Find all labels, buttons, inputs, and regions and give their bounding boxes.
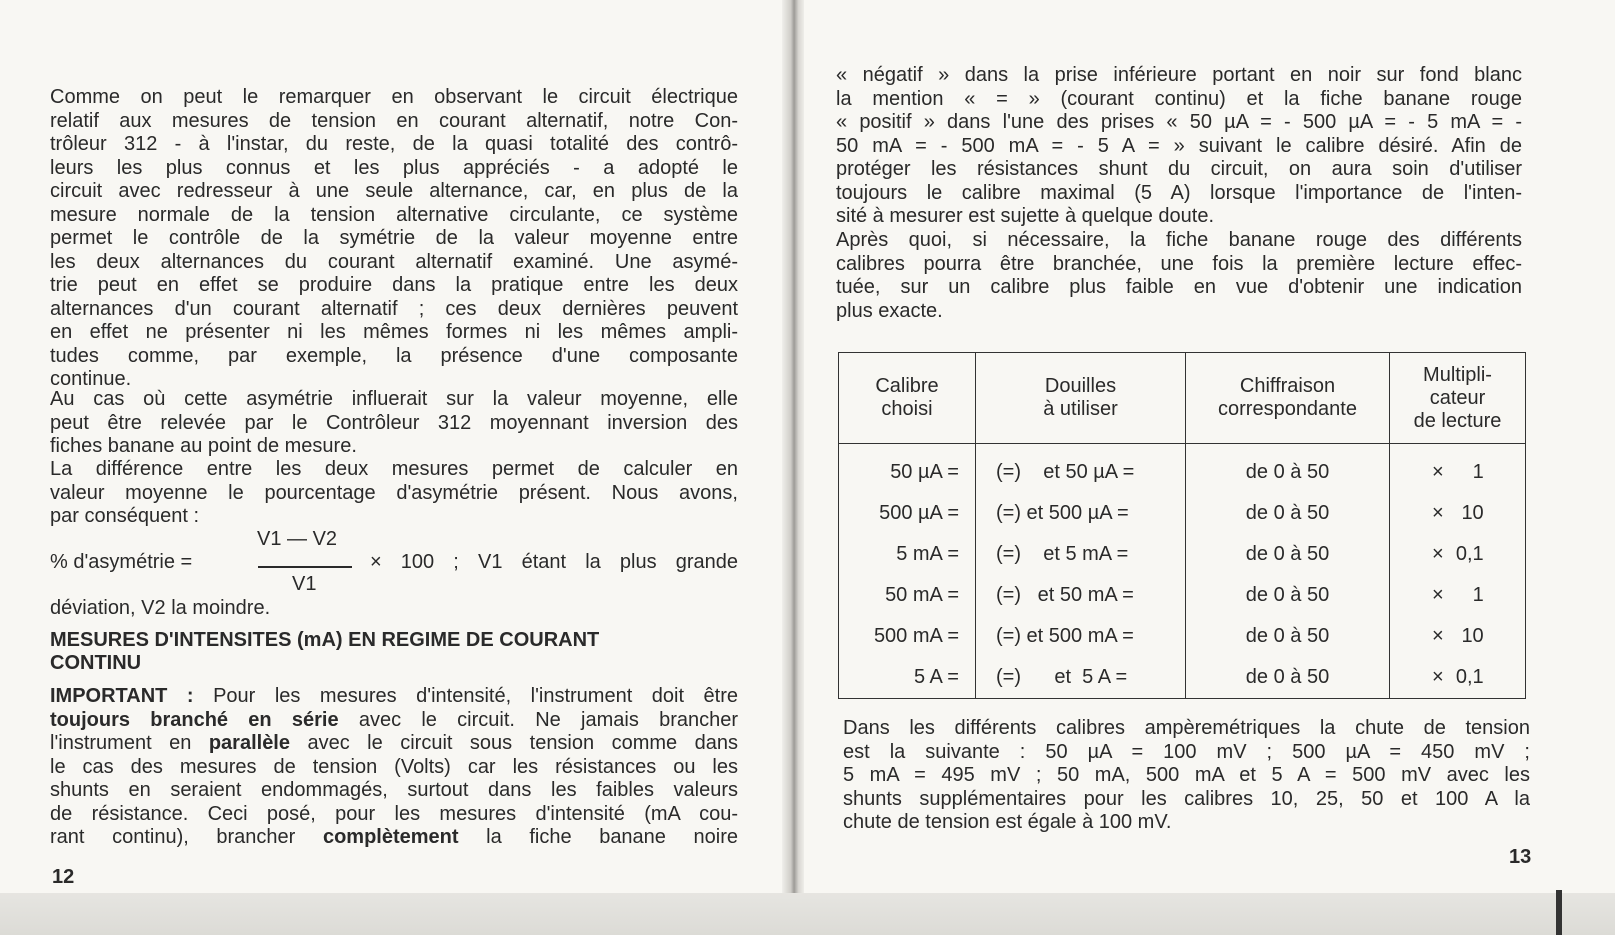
multiplier-value: 10 — [1461, 625, 1484, 647]
text-line: les deux alternances du courant alternatif examiné. Une asymé- — [50, 250, 738, 273]
text-line: alternances d'un courant alternatif ; ces deux dernières peuvent — [50, 297, 738, 320]
cell-chiffraison: de 0 à 50 — [1186, 616, 1390, 657]
multiplier-value: 1 — [1472, 584, 1484, 606]
bold-text: parallèle — [208, 732, 290, 754]
text-span: l'instrument en — [50, 732, 209, 754]
page-number-right: 13 — [1509, 846, 1532, 868]
header-text: à utiliser — [1043, 398, 1118, 420]
text-line — [50, 709, 738, 733]
multiplier-value: 0,1 — [1455, 666, 1484, 688]
fraction-bar — [258, 566, 352, 568]
cell-calibre: 50 mA = — [839, 575, 976, 616]
text-span: la fiche banane noire — [458, 826, 739, 848]
table-row — [839, 444, 1526, 494]
times-icon: × — [1432, 666, 1444, 688]
cell-douilles: (=) et 5 mA = — [976, 534, 1186, 575]
multiplier-value: 0,1 — [1455, 543, 1484, 565]
text-line — [50, 732, 738, 756]
text-line: Au cas où cette asymétrie influerait sur la valeur moyenne, elle — [50, 388, 738, 410]
text-line — [50, 826, 738, 850]
times-icon: × — [1432, 584, 1444, 606]
bold-text: complètement — [322, 826, 459, 848]
text-line: est la suivante : 50 µA = 100 mV ; 500 µA = 450 mV ; — [843, 740, 1530, 763]
header-text: Multipli- — [1423, 363, 1492, 386]
cell-douilles: (=) et 50 mA = — [976, 575, 1186, 616]
header-chiffraison — [1186, 353, 1390, 444]
text-line: continue. — [50, 368, 132, 390]
text-line: valeur moyenne le pourcentage d'asymétrie présent. Nous avons, — [50, 481, 738, 504]
cell-chiffraison: de 0 à 50 — [1186, 657, 1390, 699]
bold-text: toujours branché en série — [50, 708, 339, 731]
text-line: leurs les plus connus et les plus appréciés - a adopté le — [50, 156, 738, 179]
multiplier-value: 10 — [1461, 502, 1484, 524]
formula-lhs: % d'asymétrie = — [50, 551, 193, 573]
header-text: de lecture — [1413, 409, 1502, 432]
text-line: Comme on peut le remarquer en observant le circuit électrique — [50, 86, 738, 108]
cell-multiplicateur — [1390, 493, 1526, 534]
text-line: 50 mA = - 500 mA = - 5 A = » suivant le calibre désiré. Afin de — [836, 134, 1522, 157]
text-line: tudes comme, par exemple, la présence d'une composante — [50, 344, 738, 367]
table-row — [839, 657, 1526, 699]
cell-calibre: 50 µA = — [839, 444, 976, 494]
header-text: choisi — [881, 398, 933, 420]
text-line: en effet ne présenter ni les mêmes formes ni les mêmes ampli- — [50, 321, 738, 343]
cell-multiplicateur — [1390, 534, 1526, 575]
multiplier-value: 1 — [1472, 461, 1484, 483]
header-douilles — [976, 353, 1186, 444]
book-gutter — [782, 0, 804, 900]
text-line: sité à mesurer est sujette à quelque doute. — [836, 205, 1215, 227]
cell-chiffraison: de 0 à 50 — [1186, 493, 1390, 534]
text-span: Pour les mesures d'intensité, l'instrument doit être — [193, 685, 739, 707]
text-span: de résistance. Ceci posé, pour les mesures d'intensité (mA cou- — [50, 802, 738, 825]
paragraph-chute-tension — [843, 717, 1530, 835]
header-text: correspondante — [1218, 398, 1357, 420]
text-line: peut être relevée par le Contrôleur 312 moyennant inversion des — [50, 411, 738, 434]
cell-multiplicateur — [1390, 444, 1526, 494]
text-line: tuée, sur un calibre plus faible en vue d'obtenir une indication — [836, 276, 1522, 298]
text-line: relatif aux mesures de tension en courant alternatif, notre Con- — [50, 109, 738, 132]
text-span: shunts en seraient endommagés, surtout dans les faibles valeurs — [50, 779, 738, 801]
text-line — [50, 803, 738, 827]
page-number-left: 12 — [52, 866, 75, 888]
section-heading-line2: CONTINU — [50, 652, 142, 674]
table-row — [839, 616, 1526, 657]
cell-multiplicateur — [1390, 657, 1526, 699]
text-line: trie peut en effet se produire dans la pratique entre les deux — [50, 274, 738, 296]
cell-douilles: (=) et 5 A = — [976, 657, 1186, 699]
bold-text: IMPORTANT : — [50, 685, 194, 707]
text-line — [50, 779, 738, 803]
formula-numerator: V1 — V2 — [257, 528, 338, 550]
times-icon: × — [1432, 502, 1444, 524]
cell-multiplicateur — [1390, 616, 1526, 657]
paragraph-branchement — [836, 64, 1522, 229]
cell-multiplicateur — [1390, 575, 1526, 616]
cell-calibre: 500 mA = — [839, 616, 976, 657]
paragraph-circuit — [50, 86, 738, 392]
text-span: rant continu), brancher — [50, 826, 323, 848]
text-span: le cas des mesures de tension (Volts) car les résistances ou les — [50, 755, 738, 778]
text-line: toujours le calibre maximal (5 A) lorsque l'importance de l'inten- — [836, 181, 1522, 204]
cell-douilles: (=) et 500 mA = — [976, 616, 1186, 657]
cell-chiffraison: de 0 à 50 — [1186, 534, 1390, 575]
cell-chiffraison: de 0 à 50 — [1186, 444, 1390, 494]
table-row — [839, 534, 1526, 575]
text-line: Après quoi, si nécessaire, la fiche banane rouge des différents — [836, 229, 1522, 251]
paragraph-difference — [50, 458, 738, 529]
table-row — [839, 575, 1526, 616]
text-line: 5 mA = 495 mV ; 50 mA, 500 mA et 5 A = 500 mV avec les — [843, 764, 1530, 786]
text-line: Dans les différents calibres ampèremétriques la chute de tension — [843, 717, 1530, 739]
text-line: chute de tension est égale à 100 mV. — [843, 811, 1172, 833]
header-text: Douilles — [1044, 375, 1117, 397]
table-header-row — [839, 353, 1526, 444]
text-line: plus exacte. — [836, 299, 943, 322]
formula-denominator: V1 — [292, 573, 317, 595]
text-span: avec le circuit. Ne jamais brancher — [338, 708, 739, 731]
text-line: calibres pourra être branchée, une fois la première lecture effec- — [836, 252, 1522, 275]
text-line: « négatif » dans la prise inférieure portant en noir sur fond blanc — [836, 64, 1522, 86]
text-span: avec le circuit sous tension comme dans — [290, 732, 739, 754]
times-icon: × — [1432, 461, 1444, 483]
times-icon: × — [1432, 543, 1444, 565]
header-text: Chiffraison — [1239, 375, 1336, 397]
text-line: « positif » dans l'une des prises « 50 µA = - 500 µA = - 5 mA = - — [836, 111, 1522, 133]
header-calibre — [839, 353, 976, 444]
text-line: la mention « = » (courant continu) et la fiche banane rouge — [836, 87, 1522, 110]
text-line: La différence entre les deux mesures permet de calculer en — [50, 458, 738, 480]
text-line: permet le contrôle de la symétrie de la valeur moyenne entre — [50, 227, 738, 249]
cell-douilles: (=) et 500 µA = — [976, 493, 1186, 534]
formula-note: déviation, V2 la moindre. — [50, 597, 271, 619]
cell-calibre: 5 A = — [839, 657, 976, 699]
header-multiplicateur — [1390, 353, 1526, 444]
header-text: Calibre — [875, 375, 939, 397]
scan-bottom-edge — [0, 893, 1615, 935]
text-line: mesure normale de la tension alternative circulante, ce système — [50, 203, 738, 226]
text-line: trôleur 312 - à l'instar, du reste, de la quasi totalité des contrô- — [50, 133, 738, 155]
text-line: protéger les résistances shunt du circuit, on aura soin d'utiliser — [836, 158, 1522, 180]
text-line: circuit avec redresseur à une seule alternance, car, en plus de la — [50, 180, 738, 202]
table-row — [839, 493, 1526, 534]
text-line: par conséquent : — [50, 505, 199, 527]
calibre-table — [838, 352, 1526, 699]
paragraph-apres — [836, 229, 1522, 323]
text-line: shunts supplémentaires pour les calibres 10, 25, 50 et 100 A la — [843, 787, 1530, 810]
text-line — [50, 685, 738, 709]
formula-rhs: × 100 ; V1 étant la plus grande — [370, 551, 738, 573]
paragraph-asymetrie — [50, 388, 738, 459]
text-line — [50, 756, 738, 780]
section-heading-line1: MESURES D'INTENSITES (mA) EN REGIME DE COURANT — [50, 629, 600, 651]
header-text: cateur — [1429, 386, 1486, 409]
cell-douilles: (=) et 50 µA = — [976, 444, 1186, 494]
text-line: fiches banane au point de mesure. — [50, 435, 357, 457]
times-icon: × — [1432, 625, 1444, 647]
scan-edge-mark — [1556, 890, 1562, 935]
cell-chiffraison: de 0 à 50 — [1186, 575, 1390, 616]
cell-calibre: 5 mA = — [839, 534, 976, 575]
cell-calibre: 500 µA = — [839, 493, 976, 534]
paragraph-important — [50, 685, 738, 850]
